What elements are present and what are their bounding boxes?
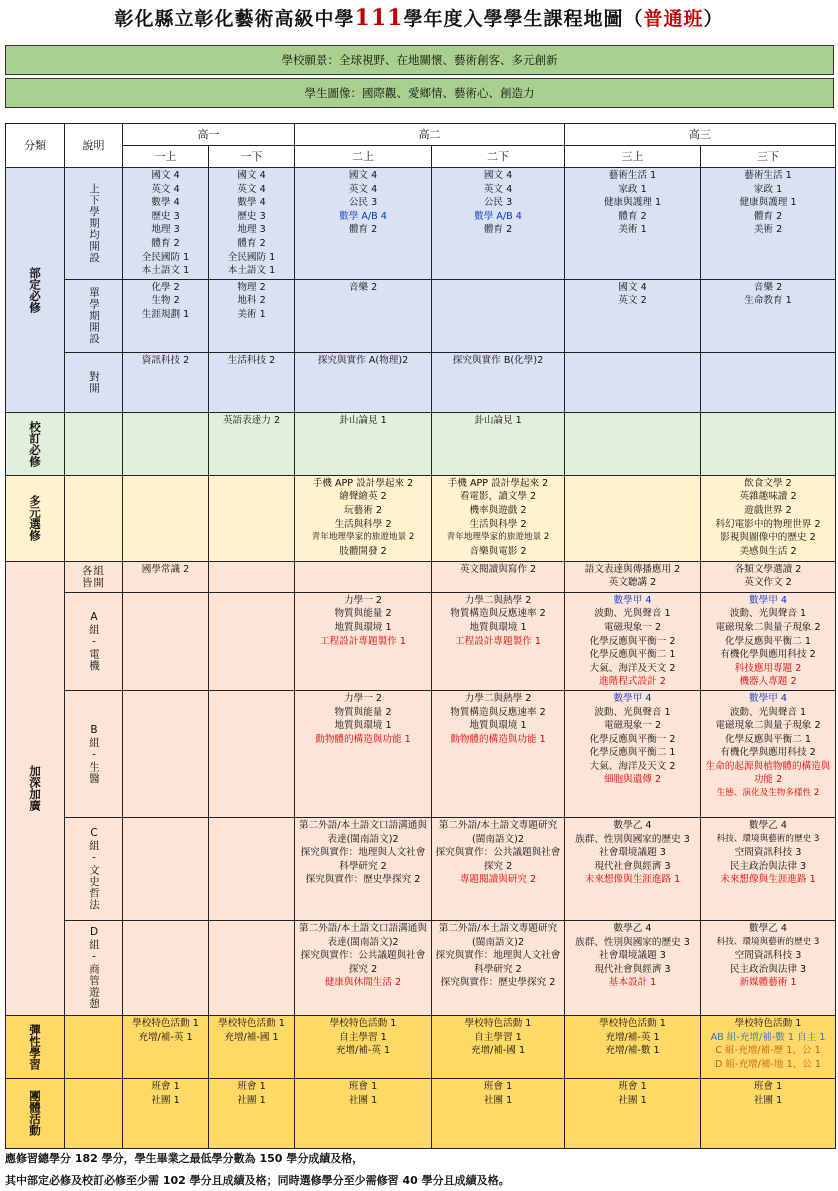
header-sem-1a: 一上 (123, 146, 209, 168)
vision-banner: 學校願景：全球視野、在地關懷、藝術創客、多元創新 (5, 45, 834, 75)
cell-adv-all-2a (295, 561, 432, 592)
sub-group-d: D組-商管遊憩 (65, 920, 123, 1015)
sub-group-b: B組-生醫 (65, 690, 123, 817)
cell-req-single-3b: 音樂 2 生命教育 1 (701, 279, 836, 352)
cell-school-3b (701, 412, 836, 475)
header-grade-2: 高二 (295, 124, 565, 146)
cell-adv-a-1a (123, 592, 209, 690)
cell-req-single-1a: 化學 2 生物 2 生涯規劃 1 (123, 279, 209, 352)
title-school: 彰化縣立彰化藝術高級中學 (114, 8, 355, 30)
cell-elective-2a: 手機 APP 設計學起來 2 繪聲繪英 2 玩藝術 2 生活與科學 2 青年地理學家的旅遊地景 2 肢體開發 2 (295, 475, 432, 561)
header-sem-3b: 三下 (701, 146, 836, 168)
cell-adv-c-1b (209, 817, 295, 920)
cell-adv-d-1b (209, 920, 295, 1015)
header-sem-2b: 二下 (432, 146, 565, 168)
cell-req-single-2b (432, 279, 565, 352)
cell-req-paired-2b: 探究與實作 B(化學)2 (432, 352, 565, 412)
cell-req-paired-3a (565, 352, 701, 412)
cell-adv-d-2b: 第二外語/本土語文專題研究(閩南語文)2 探究與實作：地理與人文社會科學研究 2 探究與實作：歷史學探究 2 (432, 920, 565, 1015)
title-suffix: ） (703, 8, 724, 30)
cell-req-paired-1b: 生活科技 2 (209, 352, 295, 412)
cell-adv-d-3a: 數學乙 4 族群、性別與國家的歷史 3 社會環境議題 3 現代社會與經濟 3 基本設計 1 (565, 920, 701, 1015)
cell-adv-d-2a: 第二外語/本土語文口語溝通與表達(閩南語文)2 探究與實作：公共議題與社會探究 2 健康與休閒生活 2 (295, 920, 432, 1015)
cell-group-3b: 班會 1 社團 1 (701, 1078, 836, 1148)
sub-flex-blank (65, 1015, 123, 1078)
category-required: 部定必修 (6, 168, 65, 413)
sub-single: 單學期開設 (65, 279, 123, 352)
title-year: 111 (354, 5, 404, 31)
cell-school-1b: 英語表達力 2 (209, 412, 295, 475)
cell-adv-b-1a (123, 690, 209, 817)
footer-line-2: 其中部定必修及校訂必修至少需 102 學分且成績及格；同時選修學分至少需修習 40 學分且成績及格。 (5, 1174, 510, 1187)
cell-req-full-1a: 國文 4 英文 4 數學 4 歷史 3 地理 3 體育 2 全民國防 1 本土語文 1 (123, 168, 209, 280)
category-elective: 多元選修 (6, 475, 65, 561)
cell-school-1a (123, 412, 209, 475)
sub-group-c: C組-文史哲法 (65, 817, 123, 920)
cell-elective-2b: 手機 APP 設計學起來 2 看電影，讀文學 2 機率與遊戲 2 生活與科學 2 青年地理學家的旅遊地景 2 音樂與電影 2 (432, 475, 565, 561)
header-sem-2a: 二上 (295, 146, 432, 168)
category-flex: 彈性學習 (6, 1015, 65, 1078)
header-category: 分類 (6, 124, 65, 168)
sub-elective-blank (65, 475, 123, 561)
cell-flex-3a: 學校特色活動 1 充增/補-英 1 充增/補-數 1 (565, 1015, 701, 1078)
cell-adv-a-1b (209, 592, 295, 690)
cell-adv-c-3b: 數學乙 4 科技、環境與藝術的歷史 3 空間資訊科技 3 民主政治與法律 3 未來想像與生涯進路 1 (701, 817, 836, 920)
title-middle: 學年度入學學生課程地圖（ (403, 8, 644, 30)
cell-adv-b-1b (209, 690, 295, 817)
category-group-activity: 團體活動 (6, 1078, 65, 1148)
cell-school-3a (565, 412, 701, 475)
cell-elective-3b: 飲食文學 2 英雜趣味讀 2 遊戲世界 2 科幻電影中的物理世界 2 影視與圖像中的歷史 2 美感與生活 2 (701, 475, 836, 561)
cell-group-1b: 班會 1 社團 1 (209, 1078, 295, 1148)
header-sem-3a: 三上 (565, 146, 701, 168)
cell-req-paired-2a: 探究與實作 A(物理)2 (295, 352, 432, 412)
cell-flex-3b: 學校特色活動 1 AB 組-充增/補-數 1 自主 1 C 組-充增/補-歷 1、公 1 D 組-充增/補-地 1、公 1 (701, 1015, 836, 1078)
cell-req-paired-3b (701, 352, 836, 412)
header-grade-3: 高三 (565, 124, 836, 146)
category-advanced: 加深加廣 (6, 561, 65, 1015)
sub-school-blank (65, 412, 123, 475)
cell-adv-d-1a (123, 920, 209, 1015)
header-note: 說明 (65, 124, 123, 168)
cell-adv-all-2b: 英文閱讀與寫作 2 (432, 561, 565, 592)
sub-full-year: 上下學期均開設 (65, 168, 123, 280)
cell-req-full-1b: 國文 4 英文 4 數學 4 歷史 3 地理 3 體育 2 全民國防 1 本土語文 1 (209, 168, 295, 280)
course-map-table (5, 123, 836, 1149)
cell-flex-1a: 學校特色活動 1 充增/補-英 1 (123, 1015, 209, 1078)
cell-school-2b: 卦山論見 1 (432, 412, 565, 475)
cell-flex-1b: 學校特色活動 1 充增/補-國 1 (209, 1015, 295, 1078)
cell-req-full-3a: 藝術生活 1 家政 1 健康與護理 1 體育 2 美術 1 (565, 168, 701, 280)
cell-adv-a-3a: 數學甲 4 波動、光與聲音 1 電磁現象一 2 化學反應與平衡一 2 化學反應與平衡二 1 大氣、海洋及天文 2 進階程式設計 2 (565, 592, 701, 690)
cell-adv-c-2b: 第二外語/本土語文專題研究(閩南語文)2 探究與實作：公共議題與社會探究 2 專題閱讀與研究 2 (432, 817, 565, 920)
cell-group-1a: 班會 1 社團 1 (123, 1078, 209, 1148)
cell-school-2a: 卦山論見 1 (295, 412, 432, 475)
cell-req-single-3a: 國文 4 英文 2 (565, 279, 701, 352)
cell-adv-c-3a: 數學乙 4 族群、性別與國家的歷史 3 社會環境議題 3 現代社會與經濟 3 未來想像與生涯進路 1 (565, 817, 701, 920)
cell-req-full-3b: 藝術生活 1 家政 1 健康與護理 1 體育 2 美術 2 (701, 168, 836, 280)
cell-group-2a: 班會 1 社團 1 (295, 1078, 432, 1148)
cell-req-paired-1a: 資訊科技 2 (123, 352, 209, 412)
sub-group-blank (65, 1078, 123, 1148)
sub-group-a: A組-電機 (65, 592, 123, 690)
cell-adv-b-3b: 數學甲 4 波動、光與聲音 1 電磁現象二與量子現象 2 化學反應與平衡二 1 有機化學與應用科技 2 生命的起源與植物體的構造與功能 2 生態、演化及生物多樣性 2 (701, 690, 836, 817)
cell-adv-a-2a: 力學一 2 物質與能量 2 地質與環境 1 工程設計專題製作 1 (295, 592, 432, 690)
page-title (0, 4, 838, 31)
sub-paired: 對開 (65, 352, 123, 412)
cell-elective-1a (123, 475, 209, 561)
cell-adv-a-2b: 力學二與熱學 2 物質構造與反應速率 2 地質與環境 1 工程設計專題製作 1 (432, 592, 565, 690)
cell-adv-all-1a: 國學常識 2 (123, 561, 209, 592)
cell-adv-c-2a: 第二外語/本土語文口語溝通與表達(閩南語文)2 探究與實作：地理與人文社會科學研究 2 探究與實作：歷史學探究 2 (295, 817, 432, 920)
cell-adv-all-1b (209, 561, 295, 592)
footer-line-1: 應修習總學分 182 學分，學生畢業之最低學分數為 150 學分成績及格， (5, 1152, 364, 1165)
cell-adv-b-2b: 力學二與熱學 2 物質構造與反應速率 2 地質與環境 1 動物體的構造與功能 1 (432, 690, 565, 817)
sub-all-groups: 各組皆開 (65, 561, 123, 592)
category-school-required: 校訂必修 (6, 412, 65, 475)
cell-flex-2b: 學校特色活動 1 自主學習 1 充增/補-國 1 (432, 1015, 565, 1078)
cell-elective-1b (209, 475, 295, 561)
header-grade-1: 高一 (123, 124, 295, 146)
cell-adv-b-3a: 數學甲 4 波動、光與聲音 1 電磁現象一 2 化學反應與平衡一 2 化學反應與平衡二 1 大氣、海洋及天文 2 細胞與遺傳 2 (565, 690, 701, 817)
cell-req-full-2a: 國文 4 英文 4 公民 3 數學 A/B 4 體育 2 (295, 168, 432, 280)
title-class: 普通班 (643, 8, 704, 30)
cell-elective-3a (565, 475, 701, 561)
portrait-banner: 學生圖像：國際觀、愛鄉情、藝術心、創造力 (5, 78, 834, 108)
cell-req-single-2a: 音樂 2 (295, 279, 432, 352)
cell-group-3a: 班會 1 社團 1 (565, 1078, 701, 1148)
cell-req-full-2b: 國文 4 英文 4 公民 3 數學 A/B 4 體育 2 (432, 168, 565, 280)
cell-adv-d-3b: 數學乙 4 科技、環境與藝術的歷史 3 空間資訊科技 3 民主政治與法律 3 新媒體藝術 1 (701, 920, 836, 1015)
header-sem-1b: 一下 (209, 146, 295, 168)
cell-group-2b: 班會 1 社團 1 (432, 1078, 565, 1148)
cell-adv-c-1a (123, 817, 209, 920)
cell-flex-2a: 學校特色活動 1 自主學習 1 充增/補-英 1 (295, 1015, 432, 1078)
cell-req-single-1b: 物理 2 地科 2 美術 1 (209, 279, 295, 352)
cell-adv-b-2a: 力學一 2 物質與能量 2 地質與環境 1 動物體的構造與功能 1 (295, 690, 432, 817)
cell-adv-all-3a: 語文表達與傳播應用 2 英文聽講 2 (565, 561, 701, 592)
cell-adv-all-3b: 各類文學選讀 2 英文作文 2 (701, 561, 836, 592)
cell-adv-a-3b: 數學甲 4 波動、光與聲音 1 電磁現象二與量子現象 2 化學反應與平衡二 1 有機化學與應用科技 2 科技應用專題 2 機器人專題 2 (701, 592, 836, 690)
